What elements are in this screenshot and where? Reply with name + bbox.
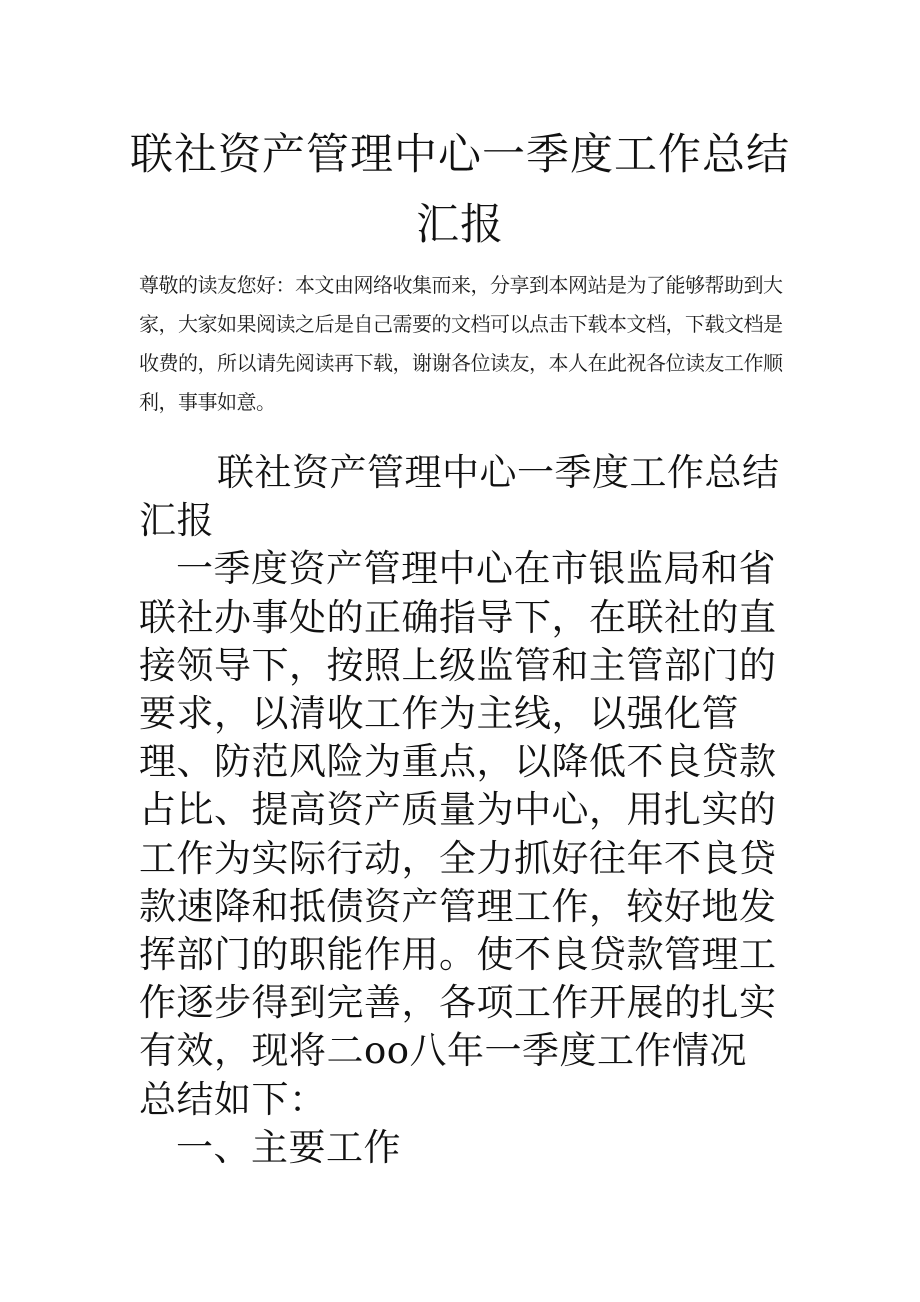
body-paragraph: 一季度资产管理中心在市银监局和省联社办事处的正确指导下，在联社的直接领导下，按照上级监管和主管部门的要求，以清收工作为主线，以强化管理、防范风险为重点，以降低不良贷款占比、提高资产质量为中心，用扎实的工作为实际行动，全力抓好往年不良贷款速降和抵债资产管理工作，较好地发挥部门的职能作用。使不良贷款管理工作逐步得到完善，各项工作开展的扎实有效，现将二oo八年一季度工作情况总结如下： [139, 547, 777, 1121]
document-title-line1: 联社资产管理中心一季度工作总结 [130, 130, 790, 180]
document-title [100, 120, 820, 260]
document-body [139, 449, 784, 1172]
section-heading: 一、主要工作 [176, 1125, 401, 1169]
body-heading: 联社资产管理中心一季度工作总结汇报 [139, 451, 780, 543]
reader-notice: 尊敬的读友您好：本文由网络收集而来，分享到本网站是为了能够帮助到大家，大家如果阅读之后是自己需要的文档可以点击下载本文档，下载文档是收费的，所以请先阅读再下载，谢谢各位读友，本人在此祝各位读友工作顺利，事事如意。 [139, 273, 783, 414]
document-title-line2: 汇报 [416, 200, 504, 250]
